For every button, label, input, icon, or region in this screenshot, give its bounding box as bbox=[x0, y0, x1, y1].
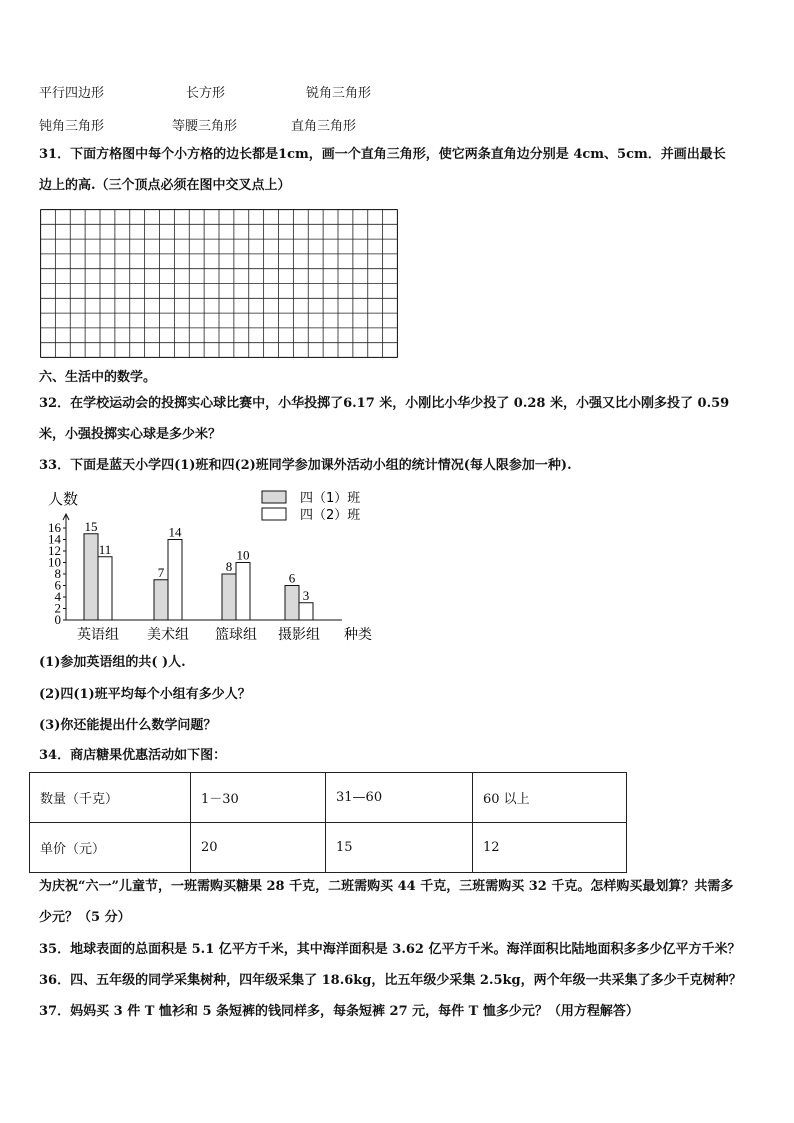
x-axis-label: 种类 bbox=[344, 627, 372, 643]
bar-value-label: 10 bbox=[236, 547, 250, 563]
category-label: 美术组 bbox=[147, 627, 189, 643]
shape-right-triangle: 直角三角形 bbox=[291, 119, 357, 134]
table-row bbox=[30, 823, 627, 873]
category-label: 摄影组 bbox=[278, 627, 320, 643]
question-36: 36．四、五年级的同学采集树种，四年级采集了 18.6kg，比五年级少采集 2.5kg，两个年级一共采集了多少千克树种？ bbox=[39, 973, 742, 988]
question-35: 35．地球表面的总面积是 5.1 亿平方千米，其中海洋面积是 3.62 亿平方千米。海洋面积比陆地面积多多少亿平方千米？ bbox=[39, 942, 741, 957]
question-34-intro: 34．商店糖果优惠活动如下图： bbox=[39, 748, 227, 763]
question-33-intro: 33．下面是蓝天小学四(1)班和四(2)班同学参加课外活动小组的统计情况(每人限参加一种). bbox=[39, 458, 572, 473]
bar-value-label: 11 bbox=[98, 541, 112, 557]
y-tick-label: 4 bbox=[54, 589, 61, 604]
table-cell: 数量（千克） bbox=[30, 773, 191, 823]
table-cell: 1－30 bbox=[191, 773, 326, 823]
price-table bbox=[29, 772, 627, 873]
bar bbox=[299, 603, 313, 620]
question-33-sub-3: (3)你还能提出什么数学问题？ bbox=[39, 718, 217, 733]
bar bbox=[222, 574, 236, 620]
legend-label: 四（1）班 bbox=[300, 491, 361, 506]
question-32-line-1: 32．在学校运动会的投掷实心球比赛中，小华投掷了6.17 米，小刚比小华少投了 0.28 米，小强又比小刚多投了 0.59 bbox=[39, 396, 730, 411]
bar bbox=[285, 586, 299, 621]
table-cell: 12 bbox=[473, 823, 627, 873]
bar-value-label: 6 bbox=[288, 570, 296, 586]
y-tick-label: 0 bbox=[54, 612, 61, 627]
shape-rectangle: 长方形 bbox=[186, 86, 226, 101]
y-tick-label: 12 bbox=[48, 543, 61, 558]
table-cell: 20 bbox=[191, 823, 326, 873]
category-label: 英语组 bbox=[77, 627, 119, 643]
legend-swatch bbox=[262, 491, 286, 503]
bar bbox=[84, 534, 98, 620]
legend-swatch bbox=[262, 508, 286, 520]
question-32-line-2: 米，小强投掷实心球是多少米？ bbox=[39, 427, 222, 442]
bar-value-label: 14 bbox=[168, 524, 182, 540]
question-34-line-2: 少元？（5 分） bbox=[39, 910, 131, 925]
y-tick-label: 10 bbox=[48, 554, 61, 570]
y-tick-label: 14 bbox=[48, 531, 61, 547]
shape-obtuse-triangle: 钝角三角形 bbox=[39, 119, 105, 134]
y-tick-label: 6 bbox=[54, 577, 61, 593]
bar bbox=[98, 557, 112, 620]
legend-label: 四（2）班 bbox=[300, 508, 361, 523]
table-cell: 60 以上 bbox=[473, 773, 627, 823]
y-tick-label: 2 bbox=[54, 600, 61, 616]
bar-value-label: 7 bbox=[157, 564, 165, 580]
table-cell: 15 bbox=[326, 823, 473, 873]
y-axis-label: 人数 bbox=[48, 490, 79, 508]
bar-chart bbox=[40, 486, 380, 648]
bar bbox=[236, 563, 250, 621]
question-34-line-1: 为庆祝“六一”儿童节，一班需购买糖果 28 千克，二班需购买 44 千克，三班需购买 32 千克。怎样购买最划算？共需多 bbox=[39, 879, 734, 894]
y-tick-label: 8 bbox=[54, 566, 61, 581]
question-31-line-2: 边上的高.（三个顶点必须在图中交叉点上） bbox=[39, 178, 291, 193]
shape-acute-triangle: 锐角三角形 bbox=[306, 86, 372, 101]
table-cell: 31—60 bbox=[326, 773, 473, 823]
table-cell: 单价（元） bbox=[30, 823, 191, 873]
question-31-line-1: 31．下面方格图中每个小方格的边长都是1cm，画一个直角三角形，使它两条直角边分别是 4cm、5cm．并画出最长 bbox=[39, 147, 726, 162]
y-tick-label: 16 bbox=[48, 520, 61, 535]
bar bbox=[168, 540, 182, 621]
bar-value-label: 8 bbox=[225, 559, 233, 574]
question-37: 37．妈妈买 3 件 T 恤衫和 5 条短裤的钱同样多，每条短裤 27 元，每件 T 恤多少元？（用方程解答） bbox=[39, 1004, 639, 1019]
bar bbox=[154, 580, 168, 620]
table-row bbox=[30, 773, 627, 823]
section-6-heading: 六、生活中的数学。 bbox=[39, 370, 157, 385]
question-33-sub-1: (1)参加英语组的共( )人. bbox=[39, 655, 186, 670]
category-label: 篮球组 bbox=[215, 627, 257, 643]
question-33-sub-2: (2)四(1)班平均每个小组有多少人？ bbox=[39, 687, 251, 702]
square-grid bbox=[40, 209, 398, 358]
shape-parallelogram: 平行四边形 bbox=[39, 86, 105, 101]
shape-isosceles-triangle: 等腰三角形 bbox=[172, 119, 238, 134]
bar-value-label: 15 bbox=[84, 518, 98, 534]
bar-value-label: 3 bbox=[302, 587, 310, 603]
